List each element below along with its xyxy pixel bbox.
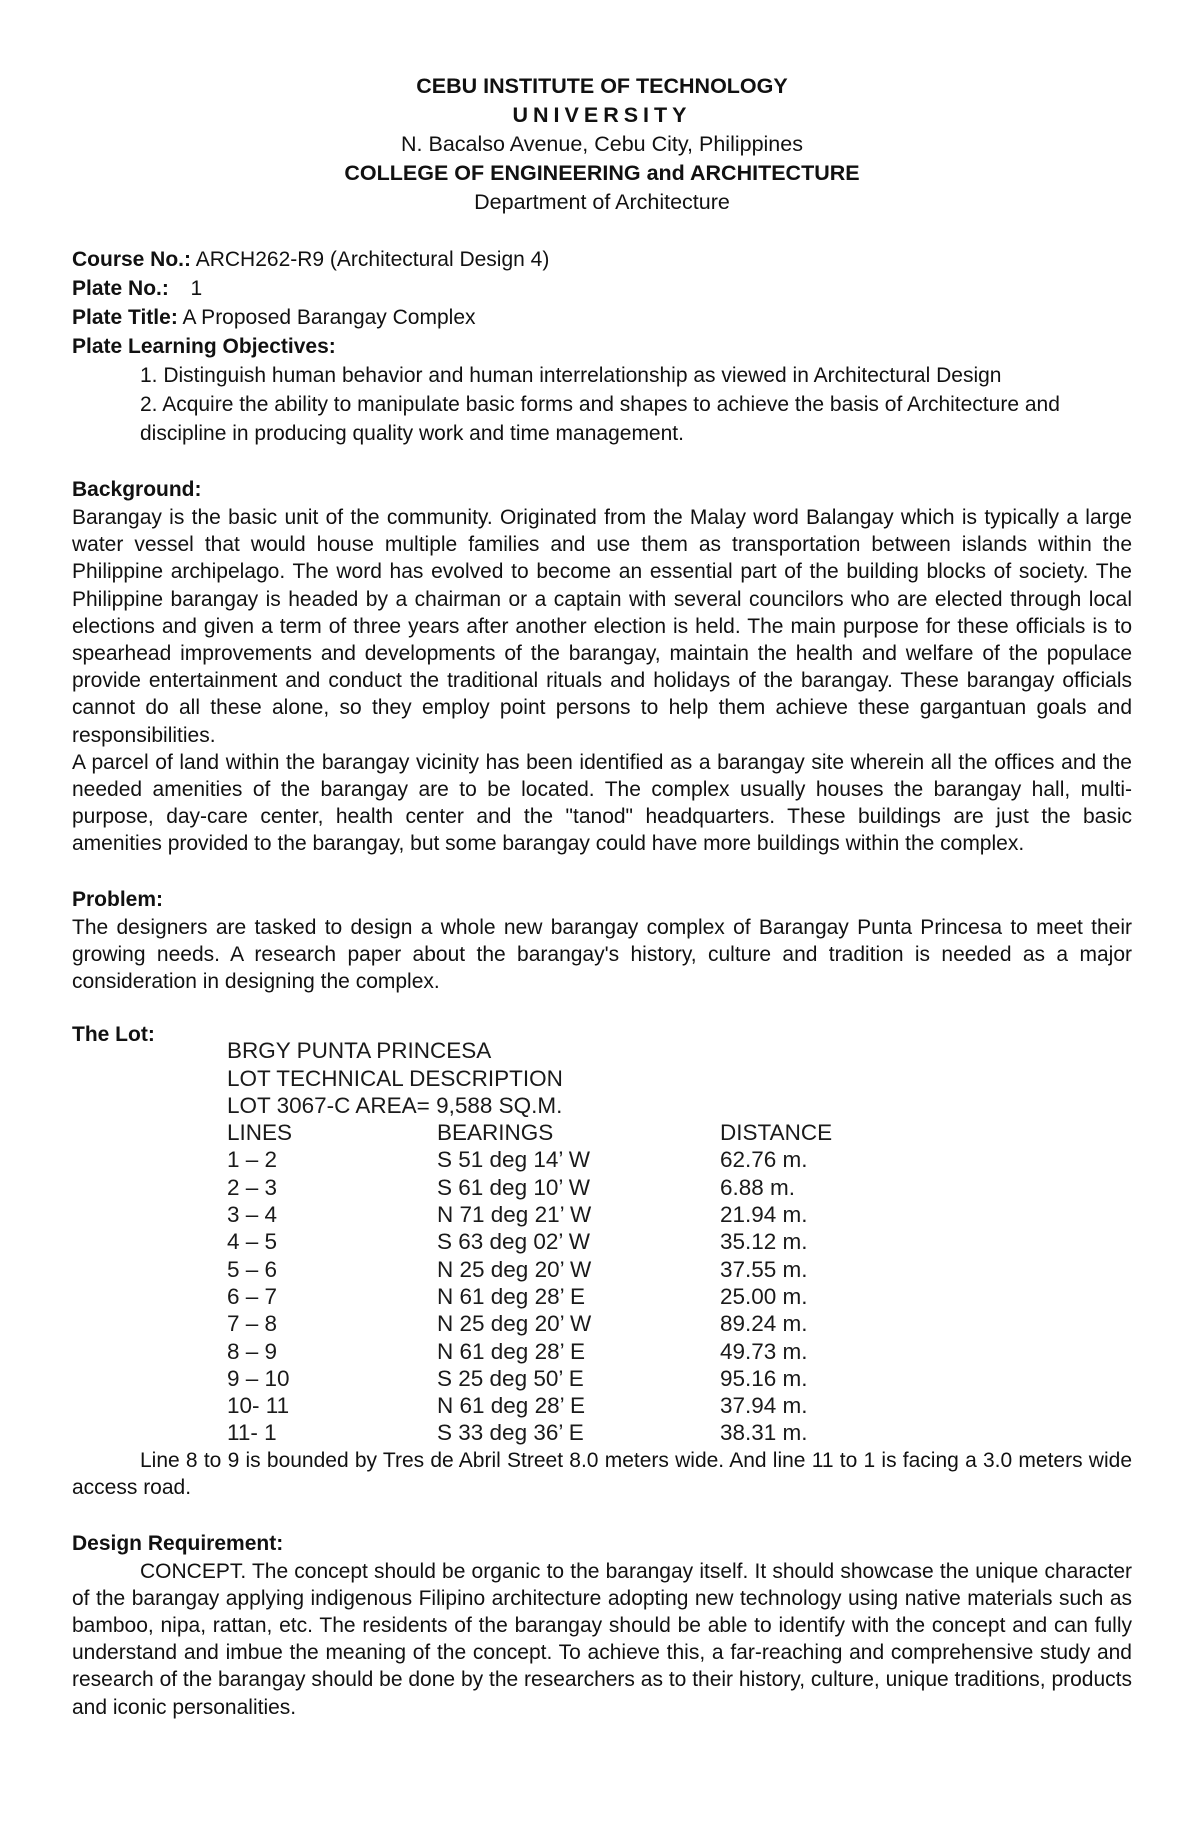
lot-line: 9 – 10 <box>227 1365 290 1391</box>
lot-technical-description <box>227 1037 927 1446</box>
lot-row <box>227 1365 927 1392</box>
college-name: COLLEGE OF ENGINEERING and ARCHITECTURE <box>344 161 860 185</box>
lot-row <box>227 1201 927 1228</box>
lot-bearing: N 71 deg 21’ W <box>437 1202 592 1228</box>
lot-row <box>227 1338 927 1365</box>
background-paragraph: A parcel of land within the barangay vicinity has been identified as a barangay site wherein all the offices and the needed amenities of the barangay are to be located. The complex usually houses the barangay hall, multi-purpose, day-care center, health center and the "tanod" headquarters. These buildings are just the basic amenities provided to the barangay, but some barangay could have more buildings within the complex. <box>72 750 1132 856</box>
document-page <box>72 72 1132 1721</box>
lot-distance: 95.16 m. <box>720 1365 808 1391</box>
problem-text: The designers are tasked to design a whole new barangay complex of Barangay Punta Princesa to meet their growing needs. A research paper about the barangay's history, culture and tradition is needed as a major consideration in designing the complex. <box>72 915 1132 994</box>
plate-title-value: A Proposed Barangay Complex <box>182 306 476 329</box>
document-header <box>72 72 1132 217</box>
lot-bearing: N 61 deg 28’ E <box>437 1393 586 1419</box>
objectives-label: Plate Learning Objectives: <box>72 335 336 358</box>
lot-row <box>227 1174 927 1201</box>
lot-note: Line 8 to 9 is bounded by Tres de Abril Street 8.0 meters wide. And line 11 to 1 is facing a 3.0 meters wide access road. <box>72 1449 1132 1500</box>
lot-distance: 89.24 m. <box>720 1311 808 1337</box>
plate-title-label: Plate Title: <box>72 306 178 329</box>
lot-title: The Lot: <box>72 1023 155 1047</box>
lot-line: 3 – 4 <box>227 1202 278 1228</box>
lot-bearing: S 63 deg 02’ W <box>437 1229 591 1255</box>
lot-line: 2 – 3 <box>227 1174 278 1200</box>
lot-bearing: N 25 deg 20’ W <box>437 1256 592 1282</box>
lot-distance: 37.94 m. <box>720 1393 808 1419</box>
plate-no-row <box>72 274 1132 303</box>
lot-section <box>72 1021 1132 1445</box>
lot-bearing: S 25 deg 50’ E <box>437 1365 584 1391</box>
institution-name: CEBU INSTITUTE OF TECHNOLOGY <box>416 74 788 98</box>
column-header: DISTANCE <box>720 1120 833 1146</box>
plate-title-row <box>72 303 1132 332</box>
lot-distance: 21.94 m. <box>720 1202 808 1228</box>
lot-line: 10- 11 <box>227 1393 290 1419</box>
design-requirement-text: CONCEPT. The concept should be organic to the barangay itself. It should showcase the unique character of the barangay applying indigenous Filipino architecture adopting new technology using native materials such as bamboo, nipa, rattan, etc. The residents of the barangay should be able to identify with the concept and can fully understand and imbue the meaning of the concept. To achieve this, a far-reaching and comprehensive study and research of the barangay should be done by the researchers as to their history, culture, unique traditions, products and iconic personalities. <box>72 1559 1132 1719</box>
objectives-list <box>72 361 1132 448</box>
plate-no-value: 1 <box>190 277 203 300</box>
lot-distance: 38.31 m. <box>720 1420 808 1446</box>
lot-heading: BRGY PUNTA PRINCESA <box>227 1038 492 1064</box>
lot-bearing: S 61 deg 10’ W <box>437 1174 591 1200</box>
lot-row <box>227 1228 927 1255</box>
lot-line: 8 – 9 <box>227 1338 278 1364</box>
lot-heading: LOT 3067-C AREA= 9,588 SQ.M. <box>227 1092 563 1118</box>
course-value: ARCH262-R9 (Architectural Design 4) <box>195 248 550 271</box>
lot-row <box>227 1392 927 1419</box>
lot-bearing: N 25 deg 20’ W <box>437 1311 592 1337</box>
design-requirement-title: Design Requirement: <box>72 1531 284 1555</box>
lot-row <box>227 1146 927 1173</box>
objective-item: 1. Distinguish human behavior and human interrelationship as viewed in Architectural Design <box>140 364 1002 387</box>
lot-bearing: N 61 deg 28’ E <box>437 1283 586 1309</box>
objective-item: 2. Acquire the ability to manipulate basic forms and shapes to achieve the basis of Architecture and discipline in producing quality work and time management. <box>140 393 1060 445</box>
institution-address: N. Bacalso Avenue, Cebu City, Philippines <box>401 132 803 156</box>
lot-distance: 62.76 m. <box>720 1147 808 1173</box>
lot-distance: 35.12 m. <box>720 1229 808 1255</box>
lot-line: 1 – 2 <box>227 1147 278 1173</box>
background-paragraph: Barangay is the basic unit of the community. Originated from the Malay word Balangay which is typically a large water vessel that would house multiple families and use them as transportation between islands within the Philippine archipelago. The word has evolved to become an essential part of the building blocks of society. The Philippine barangay is headed by a chairman or a captain with several councilors who are elected through local elections and given a term of three years after another election is held. The main purpose for these officials is to spearhead improvements and developments of the barangay, maintain the health and welfare of the populace provide entertainment and conduct the traditional rituals and holidays of the barangay. These barangay officials cannot do all these alone, so they employ point persons to help them achieve these gargantuan goals and responsibilities. <box>72 506 1132 747</box>
lot-bearing: N 61 deg 28’ E <box>437 1338 586 1364</box>
course-row <box>72 245 1132 274</box>
plate-no-label: Plate No.: <box>72 277 169 300</box>
lot-row <box>227 1256 927 1283</box>
column-header: BEARINGS <box>437 1120 554 1146</box>
lot-table-header <box>227 1119 927 1146</box>
lot-line: 6 – 7 <box>227 1283 278 1309</box>
university-label: UNIVERSITY <box>512 103 692 127</box>
lot-bearing: S 51 deg 14’ W <box>437 1147 591 1173</box>
lot-row <box>227 1310 927 1337</box>
column-header: LINES <box>227 1120 293 1146</box>
lot-row <box>227 1283 927 1310</box>
lot-heading: LOT TECHNICAL DESCRIPTION <box>227 1065 563 1091</box>
lot-distance: 49.73 m. <box>720 1338 808 1364</box>
department-name: Department of Architecture <box>474 190 730 214</box>
lot-bearing: S 33 deg 36’ E <box>437 1420 584 1446</box>
lot-line: 7 – 8 <box>227 1311 278 1337</box>
problem-title: Problem: <box>72 887 164 911</box>
lot-distance: 37.55 m. <box>720 1256 808 1282</box>
lot-distance: 25.00 m. <box>720 1283 808 1309</box>
lot-line: 4 – 5 <box>227 1229 278 1255</box>
lot-distance: 6.88 m. <box>720 1174 796 1200</box>
lot-row <box>227 1419 927 1446</box>
background-title: Background: <box>72 478 202 501</box>
course-label: Course No.: <box>72 248 192 271</box>
lot-line: 5 – 6 <box>227 1256 278 1282</box>
plate-meta <box>72 245 1132 448</box>
lot-line: 11- 1 <box>227 1420 277 1446</box>
